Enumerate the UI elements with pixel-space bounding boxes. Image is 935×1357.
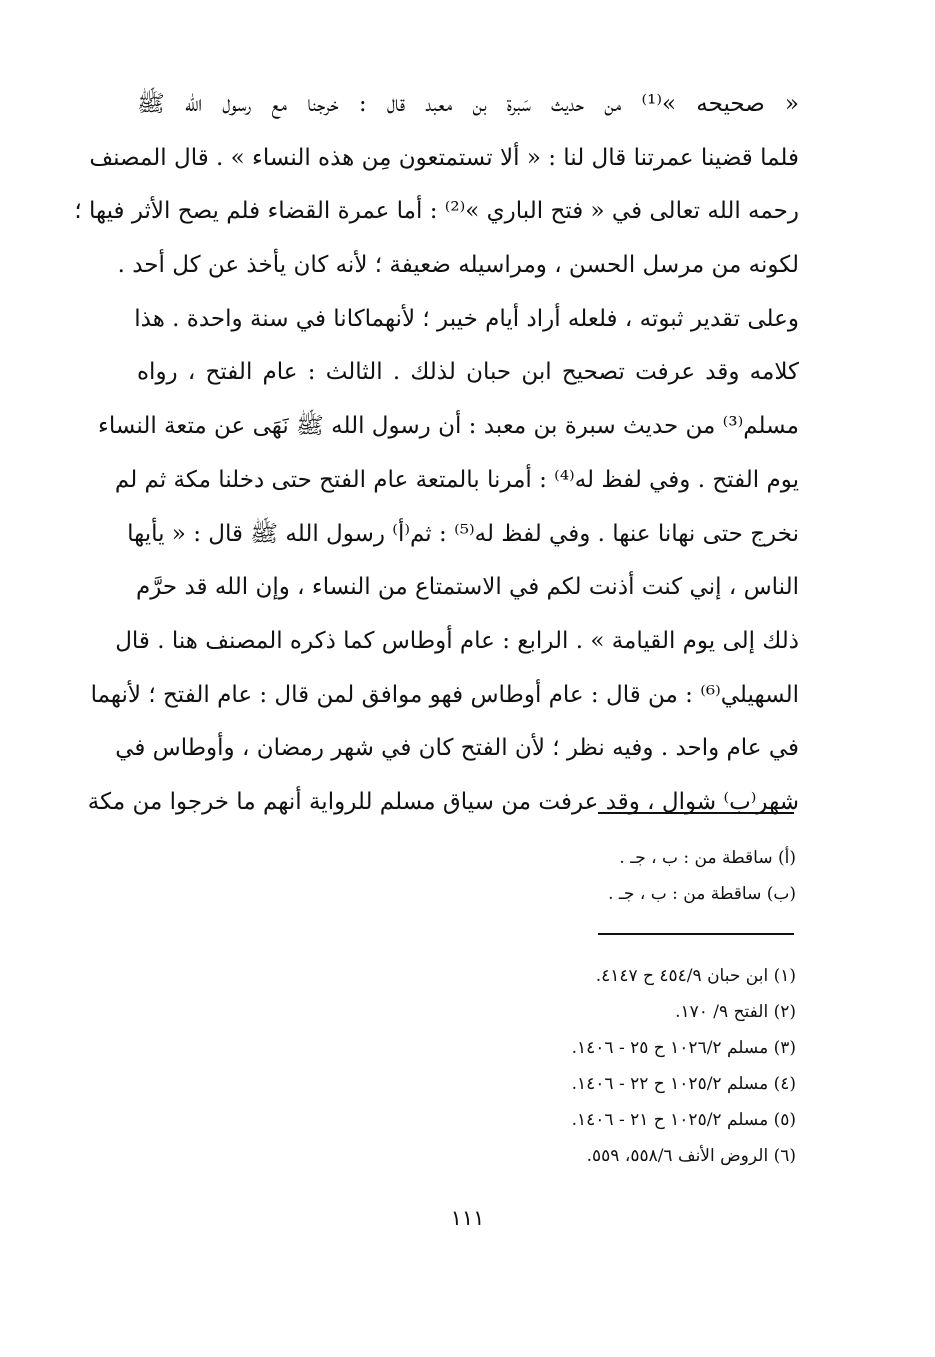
reference-note: (٦) الروض الأنف ٥٥٨/٦، ٥٥٩.	[586, 1146, 796, 1166]
reference-footnotes	[572, 958, 796, 1174]
text-line: لكونه من مرسل الحسن ، ومراسيله ضعيفة ؛ لأنه كان يأخذ عن كل أحد .	[117, 252, 799, 279]
variant-note: (ب) ساقطة من : ب ، جـ .	[608, 884, 796, 904]
text-line: كلامه وقد عرفت تصحيح ابن حبان لذلك . الثالث : عام الفتح ، رواه	[137, 359, 799, 386]
variant-note: (أ) ساقطة من : ب ، جـ .	[619, 848, 796, 868]
main-text-block	[74, 78, 799, 830]
reference-note: (٥) مسلم ١٠٢٥/٢ ح ٢١ - ١٤٠٦.	[571, 1110, 796, 1130]
reference-note: (٣) مسلم ١٠٢٦/٢ ح ٢٥ - ١٤٠٦.	[571, 1038, 796, 1058]
text-line: يوم الفتح . وفي لفظ له⁽⁴⁾ : أمرنا بالمتعة عام الفتح حتى دخلنا مكة ثم لم	[114, 466, 799, 493]
text-line: نخرج حتى نهانا عنها . وفي لفظ له⁽⁵⁾ : ثم⁽أ⁾ رسول الله ﷺ قال : « يأيها	[127, 520, 799, 547]
text-line: مسلم⁽³⁾ من حديث سبرة بن معبد : أن رسول الله ﷺ نَهَى عن متعة النساء	[98, 413, 799, 440]
page-number: ١١١	[450, 1206, 485, 1230]
text-line: ذلك إلى يوم القيامة » . الرابع : عام أوطاس كما ذكره المصنف هنا . قال	[115, 627, 799, 654]
text-line: فلما قضينا عمرتنا قال لنا : « ألا تستمتعون مِن هذه النساء » . قال المصنف	[89, 144, 799, 171]
text-line: شهر⁽ب⁾ شوال ، وقد عرفت من سياق مسلم للرواية أنهم ما خرجوا من مكة	[87, 788, 799, 815]
text-line: رحمه الله تعالى في « فتح الباري »⁽²⁾ : أما عمرة القضاء فلم يصح الأثر فيها ؛	[74, 198, 799, 225]
reference-note: (٢) الفتح ٩/ ١٧٠.	[675, 1002, 796, 1022]
reference-note: (٤) مسلم ١٠٢٥/٢ ح ٢٢ - ١٤٠٦.	[571, 1074, 796, 1094]
text-line: وعلى تقدير ثبوته ، فلعله أراد أيام خيبر ؛ لأنهماكانا في سنة واحدة . هذا	[134, 305, 799, 332]
text-line: في عام واحد . وفيه نظر ؛ لأن الفتح كان في شهر رمضان ، وأوطاس في	[115, 735, 799, 762]
text-line: السهيلي⁽⁶⁾ : من قال : عام أوطاس فهو موافق لمن قال : عام الفتح ؛ لأنهما	[90, 681, 799, 708]
text-line: « صحيحه »⁽¹⁾ من حديث سَبرة بن معبد قال : خرجنا مع رسول الله ﷺ	[137, 91, 799, 117]
variant-footnotes	[608, 840, 796, 912]
text-line: الناس ، إني كنت أذنت لكم في الاستمتاع من النساء ، وإن الله قد حرَّم	[135, 574, 799, 601]
footnote-divider	[598, 933, 794, 935]
footnote-divider	[598, 812, 794, 814]
reference-note: (١) ابن حبان ٤٥٤/٩ ح ٤١٤٧.	[595, 966, 796, 986]
